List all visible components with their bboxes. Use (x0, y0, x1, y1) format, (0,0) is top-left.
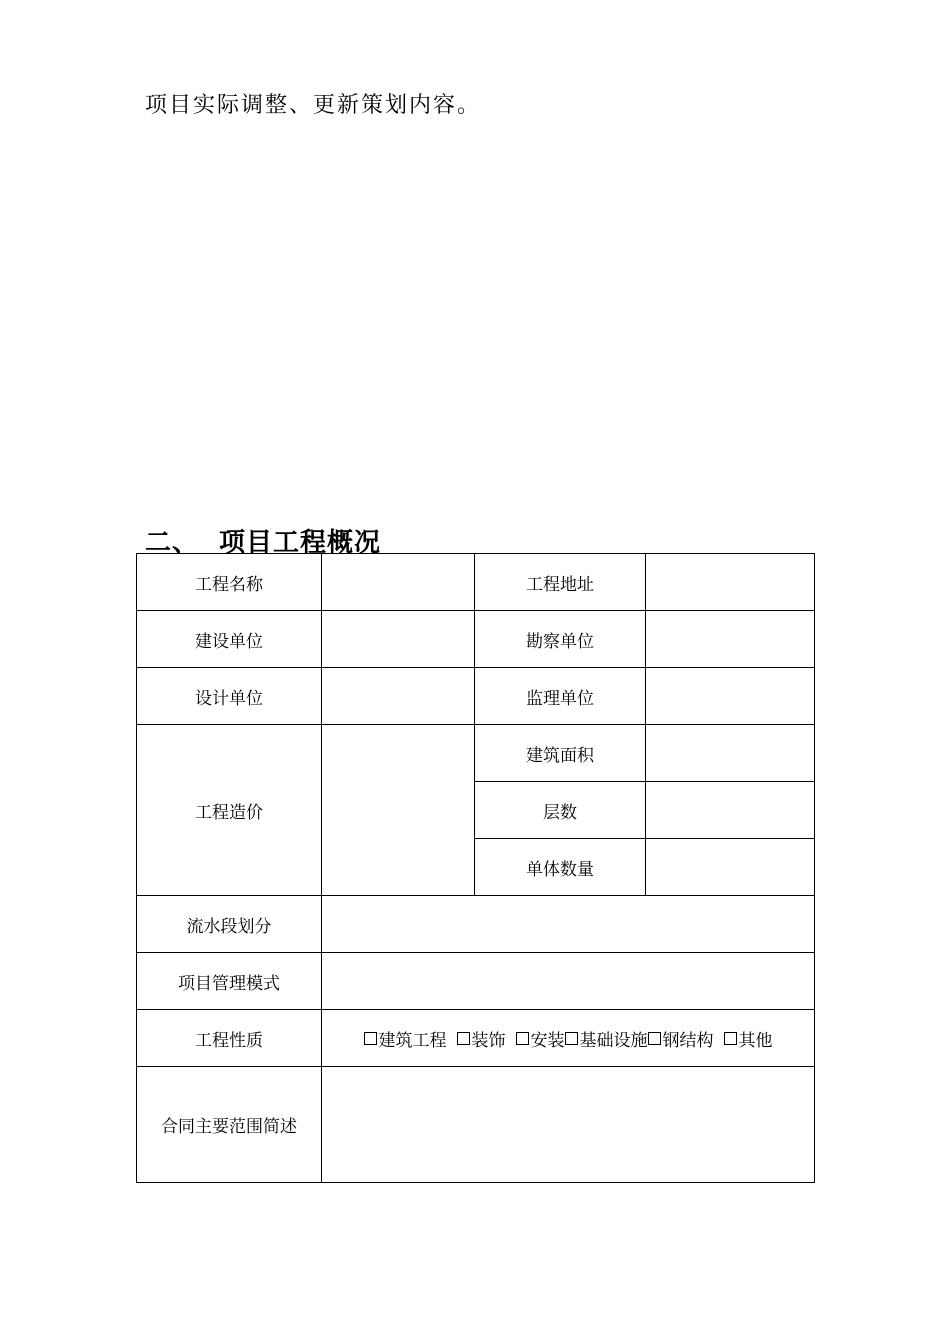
floors-label: 层数 (475, 782, 646, 839)
flow-section-value[interactable] (322, 896, 815, 953)
survey-unit-label: 勘察单位 (475, 611, 646, 668)
table-row (137, 725, 815, 782)
option-label: 钢结构 (662, 1030, 714, 1051)
section-number: 二、 (145, 528, 200, 558)
supervision-unit-label: 监理单位 (475, 668, 646, 725)
project-address-value[interactable] (646, 554, 815, 611)
flow-section-label: 流水段划分 (137, 896, 322, 953)
checkbox-icon[interactable] (516, 1032, 529, 1045)
nature-option-other[interactable] (724, 1026, 773, 1051)
survey-unit-value[interactable] (646, 611, 815, 668)
option-label: 装饰 (471, 1030, 506, 1051)
nature-option-installation[interactable] (516, 1026, 565, 1051)
project-name-value[interactable] (322, 554, 475, 611)
table-row (137, 896, 815, 953)
nature-option-building[interactable] (364, 1026, 447, 1051)
design-unit-value[interactable] (322, 668, 475, 725)
intro-text: 项目实际调整、更新策划内容。 (145, 93, 482, 118)
project-name-label: 工程名称 (137, 554, 322, 611)
table-row (137, 1067, 815, 1183)
checkbox-icon[interactable] (364, 1032, 377, 1045)
project-cost-value[interactable] (322, 725, 475, 896)
management-mode-label: 项目管理模式 (137, 953, 322, 1010)
option-label: 建筑工程 (378, 1030, 447, 1051)
option-label: 安装 (530, 1030, 565, 1051)
checkbox-icon[interactable] (724, 1032, 737, 1045)
supervision-unit-value[interactable] (646, 668, 815, 725)
unit-count-label: 单体数量 (475, 839, 646, 896)
checkbox-icon[interactable] (457, 1032, 470, 1045)
table-row (137, 953, 815, 1010)
project-overview-table (136, 553, 815, 1183)
unit-count-value[interactable] (646, 839, 815, 896)
checkbox-icon[interactable] (565, 1032, 578, 1045)
floors-value[interactable] (646, 782, 815, 839)
section-title-text: 项目工程概况 (219, 528, 382, 558)
table-row (137, 668, 815, 725)
nature-option-infrastructure[interactable] (565, 1026, 648, 1051)
contract-scope-value[interactable] (322, 1067, 815, 1183)
contract-scope-label: 合同主要范围简述 (137, 1067, 322, 1183)
option-label: 基础设施 (579, 1030, 648, 1051)
project-nature-options (322, 1010, 815, 1067)
option-label: 其他 (738, 1030, 773, 1051)
building-area-label: 建筑面积 (475, 725, 646, 782)
table-row (137, 554, 815, 611)
construction-unit-label: 建设单位 (137, 611, 322, 668)
management-mode-value[interactable] (322, 953, 815, 1010)
building-area-value[interactable] (646, 725, 815, 782)
nature-option-decoration[interactable] (457, 1026, 506, 1051)
project-cost-label: 工程造价 (137, 725, 322, 896)
design-unit-label: 设计单位 (137, 668, 322, 725)
checkbox-icon[interactable] (648, 1032, 661, 1045)
project-nature-label: 工程性质 (137, 1010, 322, 1067)
construction-unit-value[interactable] (322, 611, 475, 668)
nature-option-steel-structure[interactable] (648, 1026, 714, 1051)
table-row (137, 611, 815, 668)
table-row (137, 1010, 815, 1067)
project-address-label: 工程地址 (475, 554, 646, 611)
